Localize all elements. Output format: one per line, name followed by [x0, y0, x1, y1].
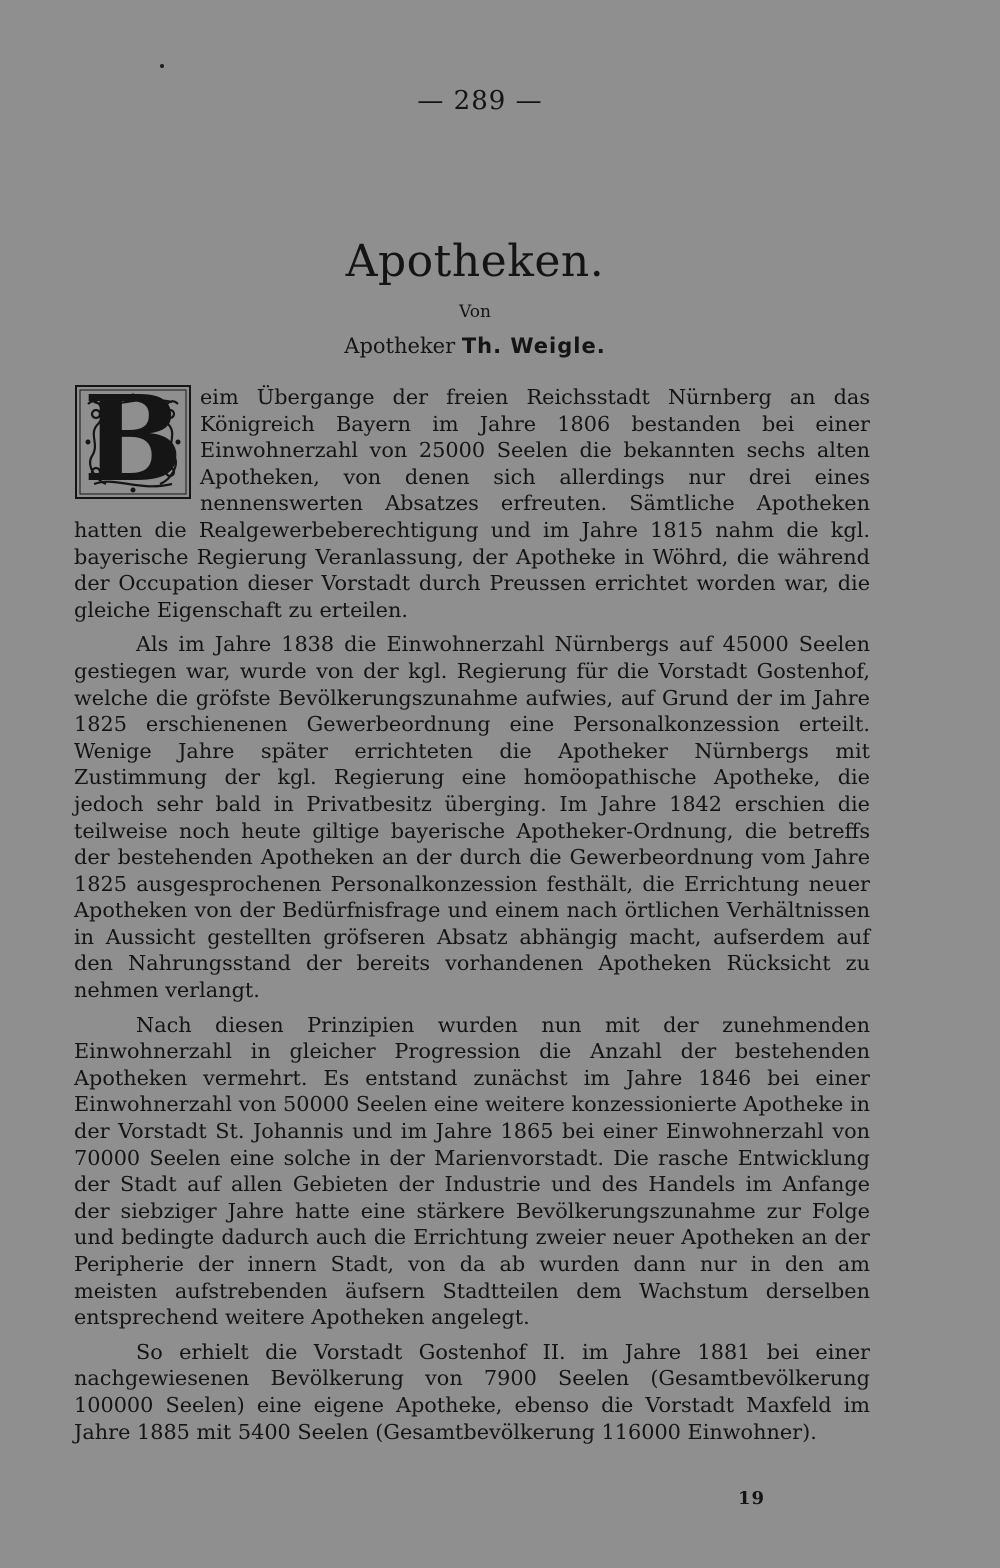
paragraph-1 [74, 369, 870, 623]
paragraph-3: Nach diesen Prinzipien wurden nun mit der zunehmenden Einwohnerzahl in gleicher Progression die Anzahl der bestehenden Apotheken vermehrt. Es entstand zunächst im Jahre 1846 bei einer Einwohnerzahl von 50000 Seelen eine weitere konzessionierte Apotheke in der Vorstadt St. Johannis und im Jahre 1865 bei einer Einwohnerzahl von 70000 Seelen eine solche in der Marienvorstadt. Die rasche Entwicklung der Stadt auf allen Gebieten der Industrie und des Handels im Anfange der siebziger Jahre hatte eine stärkere Bevölkerungszunahme zur Folge und bedingte dadurch auch die Errichtung zweier neuer Apotheken an der Peripherie der innern Stadt, von da ab wurden dann nur in den am meisten aufstrebenden äufsern Stadtteilen dem Wachstum derselben entsprechend weitere Apotheken angelegt. [74, 1012, 870, 1330]
paragraph-4: So erhielt die Vorstadt Gostenhof II. im Jahre 1881 bei einer nachgewiesenen Bevölkerung von 7900 Seelen (Gesamtbevölkerung 100000 Seelen) eine eigene Apotheke, ebenso die Vorstadt Maxfeld im Jahre 1885 mit 5400 Seelen (Gesamtbevölkerung 116000 Einwohner). [74, 1339, 870, 1444]
page-number: — 289 — [417, 86, 543, 116]
drop-cap-letter: B [83, 369, 183, 508]
article-body [74, 369, 870, 1445]
drop-cap [74, 369, 192, 508]
author-name: Th. Weigle. [461, 334, 606, 358]
byline-von: Von [459, 302, 491, 322]
author-line [0, 334, 950, 358]
signature-mark: 19 [738, 1488, 766, 1509]
paragraph-1-text: eim Übergange der freien Reichsstadt Nürnberg an das Königreich Bayern im Jahre 1806 bestanden bei einer Einwohnerzahl von 25000 Seelen die bekannten sechs alten Apotheken, von denen sich allerdings nur drei eines nennenswerten Absatzes erfreuten. Sämtliche Apotheken hatten die Realgewerbeberechtigung und im Jahre 1815 nahm die kgl. bayerische Regierung Veranlassung, der Apotheke in Wöhrd, die während der Occupation dieser Vorstadt durch Preussen errichtet worden war, die gleiche Eigenschaft zu erteilen. [74, 385, 870, 622]
ink-speck [160, 64, 164, 68]
author-prefix: Apotheker [344, 334, 456, 358]
page-title: Apotheken. [345, 236, 605, 287]
paragraph-2: Als im Jahre 1838 die Einwohnerzahl Nürnbergs auf 45000 Seelen gestiegen war, wurde von der kgl. Regierung für die Vorstadt Gostenhof, welche die gröfste Bevölkerungszunahme aufwies, auf Grund der im Jahre 1825 erschienenen Gewerbeordnung eine Personalkonzession erteilt. Wenige Jahre später errichteten die Apotheker Nürnbergs mit Zustimmung der kgl. Regierung eine homöopathische Apotheke, die jedoch sehr bald in Privatbesitz überging. Im Jahre 1842 erschien die teilweise noch heute giltige bayerische Apotheker-Ordnung, die betreffs der bestehenden Apotheken an der durch die Gewerbeordnung vom Jahre 1825 ausgesprochenen Personalkonzession festhält, die Errichtung neuer Apotheken von der Bedürfnisfrage und einem nach örtlichen Verhältnissen in Aussicht gestellten gröfseren Absatz abhängig macht, aufserdem auf den Nahrungsstand der bereits vorhandenen Apotheken Rücksicht zu nehmen verlangt. [74, 632, 870, 1003]
